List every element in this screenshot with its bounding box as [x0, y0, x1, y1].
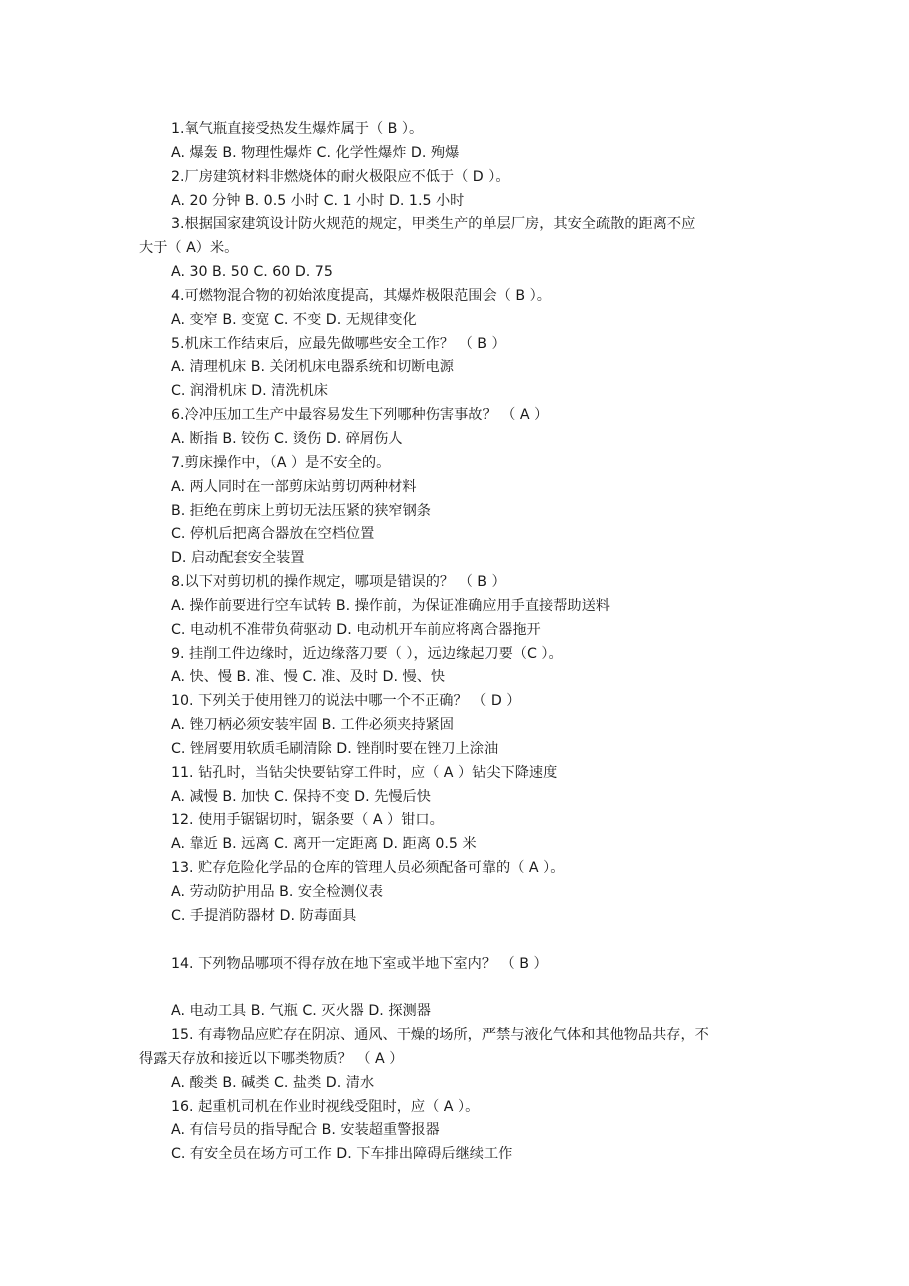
text-line: C. 手提消防器材 D. 防毒面具	[171, 907, 357, 924]
text-line: 3.根据国家建筑设计防火规范的规定，甲类生产的单层厂房，其安全疏散的距离不应	[171, 216, 696, 233]
text-line: A. 清理机床 B. 关闭机床电器系统和切断电源	[171, 359, 454, 376]
text-line: C. 锉屑要用软质毛刷清除 D. 锉削时要在锉刀上涂油	[171, 740, 499, 757]
text-line: 5.机床工作结束后，应最先做哪些安全工作？ （ B ）	[171, 335, 506, 352]
text-line: 2.厂房建筑材料非燃烧体的耐火极限应不低于（ D ）。	[171, 168, 510, 185]
text-line: A. 靠近 B. 远离 C. 离开一定距离 D. 距离 0.5 米	[171, 836, 477, 853]
text-line: 6.冷冲压加工生产中最容易发生下列哪种伤害事故？ （ A ）	[171, 407, 549, 424]
text-line: A. 有信号员的指导配合 B. 安装超重警报器	[171, 1122, 440, 1139]
text-line: 16. 起重机司机在作业时视线受阻时，应（ A ）。	[171, 1098, 480, 1115]
text-line: 12. 使用手锯锯切时，锯条要（ A ）钳口。	[171, 812, 444, 829]
text-line: C. 润滑机床 D. 清洗机床	[171, 383, 328, 400]
text-line: 4.可燃物混合物的初始浓度提高，其爆炸极限范围会（ B ）。	[171, 287, 551, 304]
text-line: A. 减慢 B. 加快 C. 保持不变 D. 先慢后快	[171, 788, 431, 805]
text-line: 11. 钻孔时，当钻尖快要钻穿工件时，应（ A ）钻尖下降速度	[171, 764, 558, 781]
text-line: 大于（ A）米。	[139, 240, 239, 257]
text-line: 10. 下列关于使用锉刀的说法中哪一个不正确？ （ D ）	[171, 693, 521, 710]
blank-line	[139, 976, 779, 1000]
text-line: 7.剪床操作中，（A ）是不安全的。	[171, 454, 391, 471]
text-line: A. 变窄 B. 变宽 C. 不变 D. 无规律变化	[171, 311, 417, 328]
text-line: D. 启动配套安全装置	[171, 550, 305, 567]
text-line: C. 停机后把离合器放在空档位置	[171, 526, 375, 543]
text-line: A. 爆轰 B. 物理性爆炸 C. 化学性爆炸 D. 殉爆	[171, 144, 460, 161]
question-list	[139, 118, 779, 1167]
text-line: 15. 有毒物品应贮存在阴凉、通风、干燥的场所，严禁与液化气体和其他物品共存，不	[171, 1027, 709, 1044]
text-line: A. 30 B. 50 C. 60 D. 75	[171, 264, 333, 281]
blank-line	[139, 929, 779, 953]
text-line: 得露天存放和接近以下哪类物质？ （ A ）	[139, 1050, 404, 1067]
text-line: A. 断指 B. 铰伤 C. 烫伤 D. 碎屑伤人	[171, 430, 403, 447]
text-line: A. 锉刀柄必须安装牢固 B. 工件必须夹持紧固	[171, 717, 454, 734]
text-line: A. 操作前要进行空车试转 B. 操作前，为保证准确应用手直接帮助送料	[171, 597, 610, 614]
text-line: 13. 贮存危险化学品的仓库的管理人员必须配备可靠的（ A ）。	[171, 860, 565, 877]
text-line: A. 20 分钟 B. 0.5 小时 C. 1 小时 D. 1.5 小时	[171, 192, 465, 209]
text-line: B. 拒绝在剪床上剪切无法压紧的狭窄钢条	[171, 502, 431, 519]
text-line: 9. 挂削工件边缘时，近边缘落刀要（ ），远边缘起刀要（C ）。	[171, 645, 563, 662]
text-line: 14. 下列物品哪项不得存放在地下室或半地下室内？ （ B ）	[171, 955, 548, 972]
text-line: A. 酸类 B. 碱类 C. 盐类 D. 清水	[171, 1074, 375, 1091]
text-line: 1.氧气瓶直接受热发生爆炸属于（ B ）。	[171, 121, 424, 137]
text-line: A. 两人同时在一部剪床站剪切两种材料	[171, 478, 417, 495]
text-line: A. 电动工具 B. 气瓶 C. 灭火器 D. 探测器	[171, 1003, 431, 1020]
text-line: A. 劳动防护用品 B. 安全检测仪表	[171, 884, 383, 900]
text-line: 8.以下对剪切机的操作规定，哪项是错误的？ （ B ）	[171, 574, 506, 591]
text-line: C. 电动机不准带负荷驱动 D. 电动机开车前应将离合器拖开	[171, 621, 541, 638]
text-line: C. 有安全员在场方可工作 D. 下车排出障碍后继续工作	[171, 1146, 513, 1163]
text-line: A. 快、慢 B. 准、慢 C. 准、及时 D. 慢、快	[171, 669, 446, 686]
